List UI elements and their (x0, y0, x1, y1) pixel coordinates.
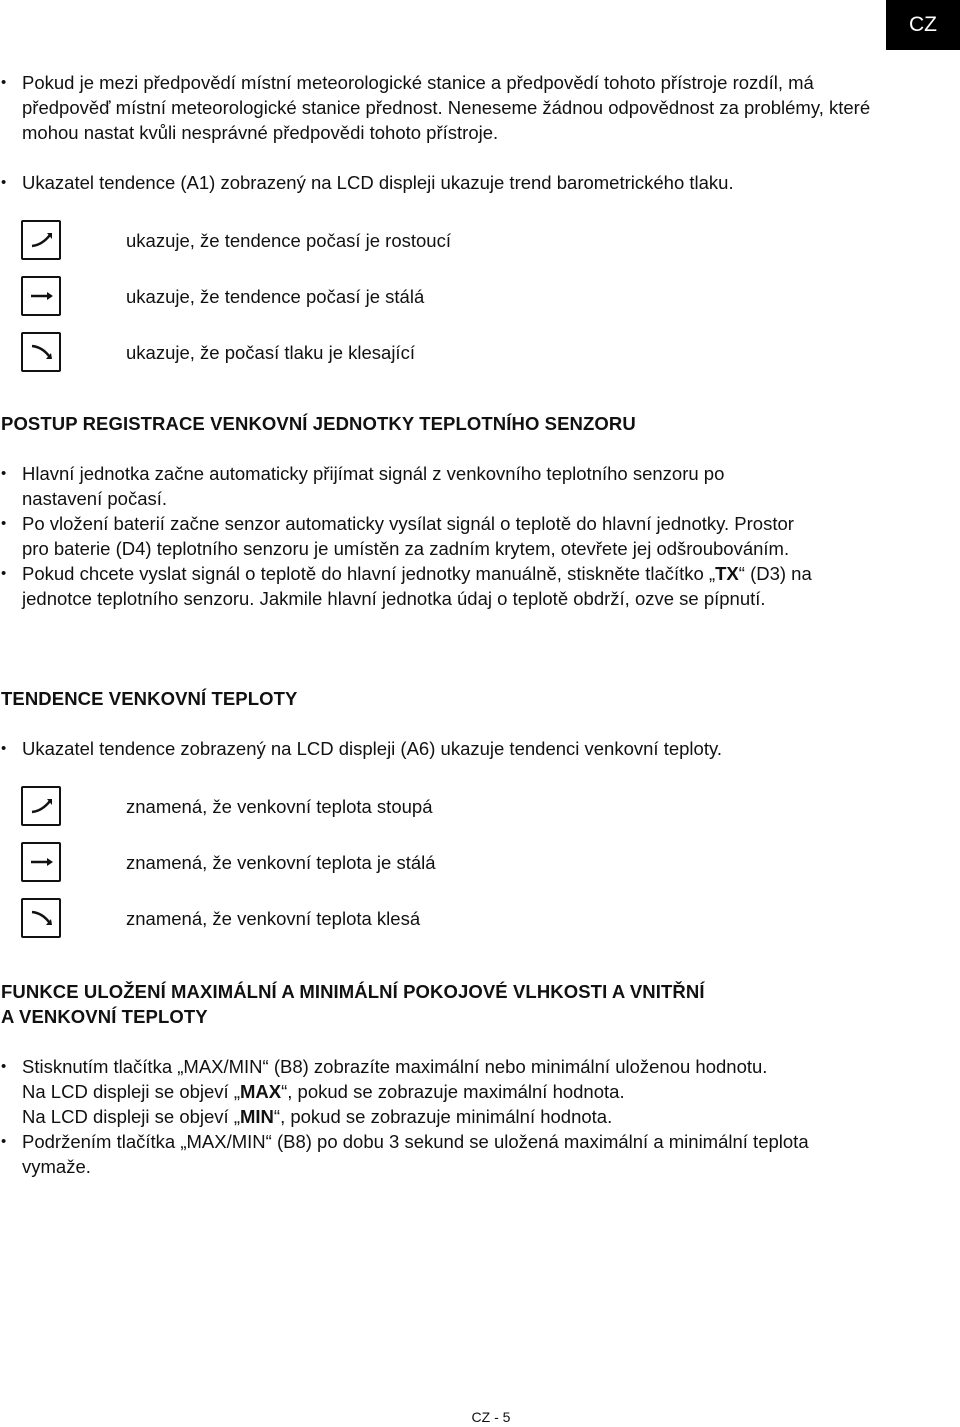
min-key-label: MIN (239, 1106, 274, 1127)
language-tab: CZ (886, 0, 960, 50)
max-key-label: MAX (239, 1081, 282, 1102)
arrow-down-right-icon (21, 898, 61, 938)
page-number: CZ - 5 (471, 1409, 511, 1425)
trend-description: ukazuje, že tendence počasí je stálá (126, 286, 425, 307)
trend-description: ukazuje, že počasí tlaku je klesající (126, 342, 415, 363)
list-item: • Ukazatel tendence zobrazený na LCD displeji (A6) ukazuje tendenci venkovní teploty. (0, 736, 900, 761)
outdoor-trend-falling-row (0, 898, 900, 942)
outdoor-trend-rising-row (0, 786, 900, 830)
pressure-trend-rising-row (0, 220, 900, 264)
list-item: • Ukazatel tendence (A1) zobrazený na LCD displeji ukazuje trend barometrického tlaku. (0, 170, 900, 195)
trend-description: ukazuje, že tendence počasí je rostoucí (126, 230, 451, 251)
list-item: • Hlavní jednotka začne automaticky přijímat signál z venkovního teplotního senzoru po nastavení počasí. (0, 461, 802, 511)
tx-key-label: TX (715, 563, 739, 584)
arrow-down-right-icon (21, 332, 61, 372)
outdoor-trend-bullet-list (0, 736, 900, 761)
arrow-up-right-icon (21, 220, 61, 260)
list-item: • Pokud chcete vyslat signál o teplotě do hlavní jednotky manuálně, stiskněte tlačítko „TX“ (D3) na jednotce teplotního senzoru. Jakmile hlavní jednotka údaj o teplotě obdrží, ozve se pípnutí. (0, 561, 822, 611)
arrow-up-right-icon (21, 786, 61, 826)
maxmin-bullet-list (0, 1054, 900, 1179)
arrow-right-icon (21, 842, 61, 882)
list-item: • Stisknutím tlačítka „MAX/MIN“ (B8) zobrazíte maximální nebo minimální uloženou hodnotu. Na LCD displeji se objeví „MAX“, pokud se zobrazuje maximální hodnota. Na LCD displeji se objeví „MIN“, pokud se zobrazuje minimální hodnota. (0, 1054, 900, 1129)
list-item: • Po vložení baterií začne senzor automaticky vysílat signál o teplotě do hlavní jednotky. Prostor pro baterie (D4) teplotního senzoru je umístěn za zadním krytem, otevřete jej odšroubováním. (0, 511, 822, 561)
list-item: • Podržením tlačítka „MAX/MIN“ (B8) po dobu 3 sekund se uložená maximální a minimální teplota vymaže. (0, 1129, 852, 1179)
trend-description: znamená, že venkovní teplota stoupá (126, 796, 433, 817)
outdoor-trend-steady-row (0, 842, 900, 886)
section-heading-maxmin: FUNKCE ULOŽENÍ MAXIMÁLNÍ A MINIMÁLNÍ POKOJOVÉ VLHKOSTI A VNITŘNÍ A VENKOVNÍ TEPLOTY (1, 981, 705, 1027)
pressure-trend-steady-row (0, 276, 900, 320)
trend-description: znamená, že venkovní teplota je stálá (126, 852, 436, 873)
arrow-right-icon (21, 276, 61, 316)
registration-bullet-list (0, 461, 900, 611)
section-heading-registration: POSTUP REGISTRACE VENKOVNÍ JEDNOTKY TEPLOTNÍHO SENZORU (1, 413, 636, 434)
trend-description: znamená, že venkovní teplota klesá (126, 908, 421, 929)
list-item: • Pokud je mezi předpovědí místní meteorologické stanice a předpovědí tohoto přístroje rozdíl, má předpověď místní meteorologické stanice přednost. Neneseme žádnou odpovědnost za problémy, které mohou nastat kvůli nesprávné předpovědi tohoto přístroje. (0, 70, 892, 145)
pressure-trend-falling-row (0, 332, 900, 376)
intro-bullet-list (0, 70, 900, 195)
section-heading-outdoor-trend: TENDENCE VENKOVNÍ TEPLOTY (1, 688, 298, 709)
